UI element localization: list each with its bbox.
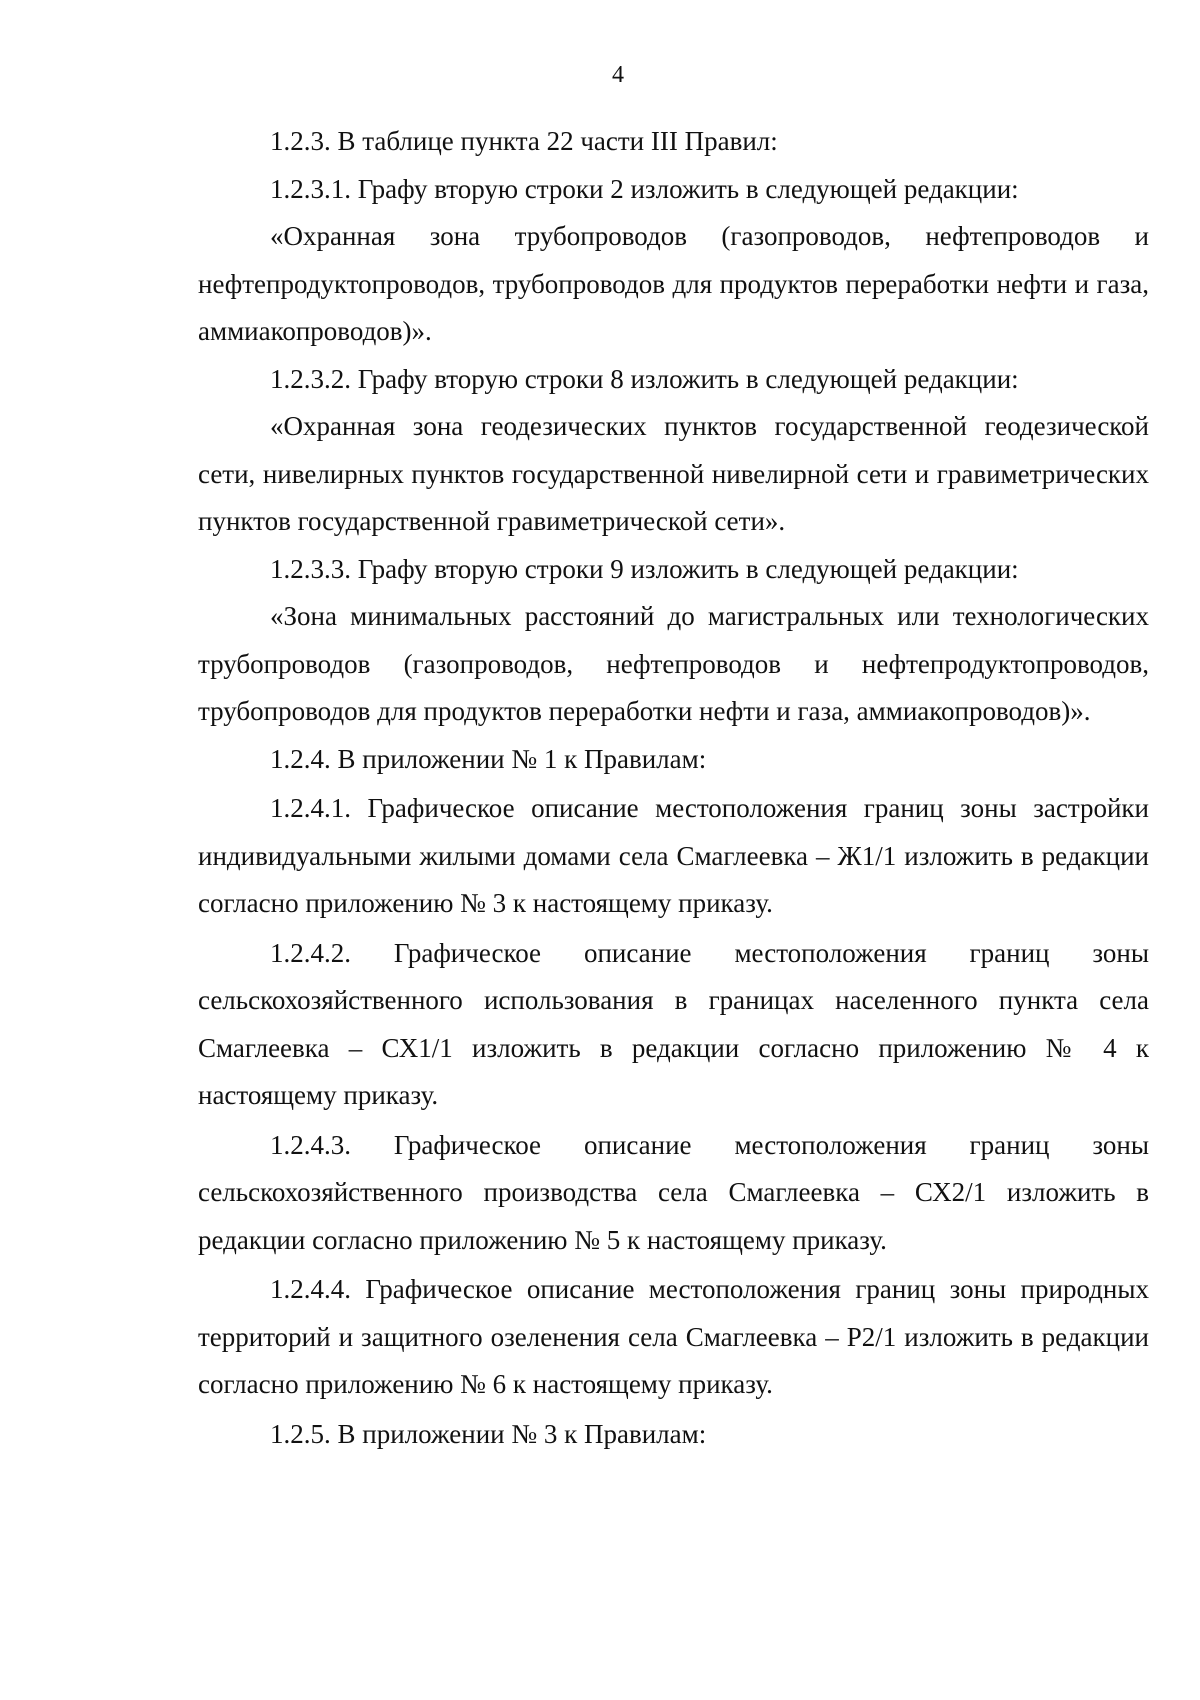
paragraph-1-2-5: 1.2.5. В приложении № 3 к Правилам: bbox=[270, 1418, 707, 1449]
quote-pipeline-protection-zone: «Охранная зона трубопроводов (газопроводов, нефтепроводов и нефтепродуктопроводов, трубопроводов для продуктов переработки нефти и газа, аммиакопроводов)». bbox=[198, 221, 1149, 346]
paragraph-1-2-4-4: 1.2.4.4. Графическое описание местоположения границ зоны природных территорий и защитного озеленения села Смаглеевка – Р2/1 изложить в редакции согласно приложению № 6 к настоящему приказу. bbox=[198, 1274, 1149, 1399]
paragraph-1-2-4-3: 1.2.4.3. Графическое описание местоположения границ зоны сельскохозяйственного производства села Смаглеевка – СХ2/1 изложить в редакции согласно приложению № 5 к настоящему приказу. bbox=[198, 1129, 1149, 1255]
paragraph-1-2-3-3: 1.2.3.3. Графу вторую строки 9 изложить в следующей редакции: bbox=[270, 553, 1019, 584]
paragraph-1-2-4: 1.2.4. В приложении № 1 к Правилам: bbox=[270, 743, 707, 774]
paragraph-1-2-3-1: 1.2.3.1. Графу вторую строки 2 изложить в следующей редакции: bbox=[270, 173, 1019, 204]
paragraph-1-2-4-2: 1.2.4.2. Графическое описание местоположения границ зоны сельскохозяйственного использования в границах населенного пункта села Смаглеевка – СХ1/1 изложить в редакции согласно приложению № 4 к настоящему приказу. bbox=[198, 937, 1149, 1110]
paragraph-1-2-4-1: 1.2.4.1. Графическое описание местоположения границ зоны застройки индивидуальными жилыми домами села Смаглеевка – Ж1/1 изложить в редакции согласно приложению № 3 к настоящему приказу. bbox=[198, 793, 1149, 918]
paragraph-1-2-3-2: 1.2.3.2. Графу вторую строки 8 изложить в следующей редакции: bbox=[270, 363, 1019, 394]
page-number: 4 bbox=[612, 62, 624, 88]
quote-geodetic-protection-zone: «Охранная зона геодезических пунктов государственной геодезической сети, нивелирных пунктов государственной нивелирной сети и гравиметрических пунктов государственной гравиметрической сети». bbox=[198, 411, 1149, 536]
paragraph-1-2-3: 1.2.3. В таблице пункта 22 части III Правил: bbox=[270, 126, 778, 156]
document-body bbox=[198, 118, 1149, 1458]
quote-minimum-distance-zone: «Зона минимальных расстояний до магистральных или технологических трубопроводов (газопроводов, нефтепроводов и нефтепродуктопроводов, трубопроводов для продуктов переработки нефти и газа, аммиакопроводов)». bbox=[198, 601, 1149, 726]
